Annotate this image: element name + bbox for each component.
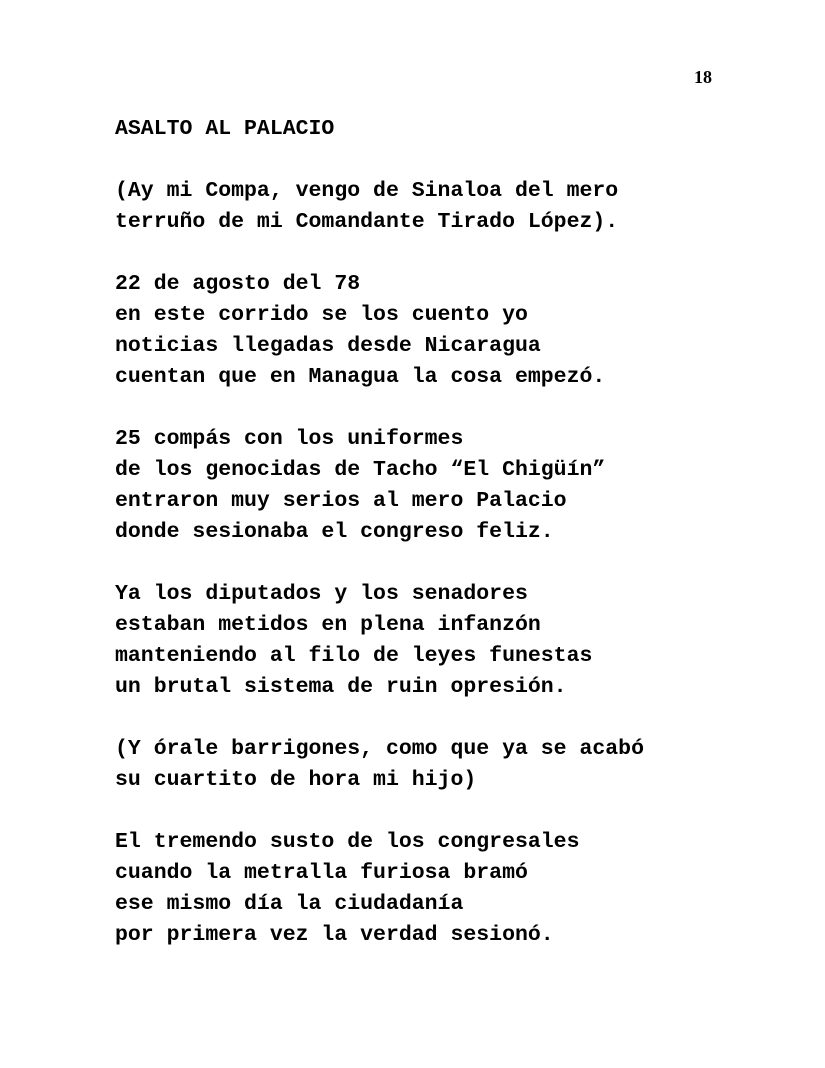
poem-title: ASALTO AL PALACIO xyxy=(115,117,335,141)
page-number: 18 xyxy=(694,67,712,87)
poem-line: noticias llegadas desde Nicaragua xyxy=(115,334,541,358)
stanza-4 xyxy=(115,579,795,703)
stanza-6 xyxy=(115,827,795,951)
poem-line: de los genocidas de Tacho “El Chigüín” xyxy=(115,458,606,482)
poem-line: cuentan que en Managua la cosa empezó. xyxy=(115,365,606,389)
stanza-2 xyxy=(115,269,795,393)
stanza-3 xyxy=(115,424,795,548)
poem-line: en este corrido se los cuento yo xyxy=(115,303,528,327)
stanza-5 xyxy=(115,734,795,796)
poem-line: terruño de mi Comandante Tirado López). xyxy=(115,210,619,234)
poem-line: ese mismo día la ciudadanía xyxy=(115,892,464,916)
poem-line: entraron muy serios al mero Palacio xyxy=(115,489,567,513)
poem-line: manteniendo al filo de leyes funestas xyxy=(115,644,593,668)
poem-line: cuando la metralla furiosa bramó xyxy=(115,861,528,885)
poem-line: El tremendo susto de los congresales xyxy=(115,830,580,854)
poem-line: por primera vez la verdad sesionó. xyxy=(115,923,554,947)
poem-line: un brutal sistema de ruin opresión. xyxy=(115,675,567,699)
poem-body xyxy=(115,114,795,982)
poem-line: donde sesionaba el congreso feliz. xyxy=(115,520,554,544)
poem-line: su cuartito de hora mi hijo) xyxy=(115,768,477,792)
poem-line: Ya los diputados y los senadores xyxy=(115,582,528,606)
stanza-1 xyxy=(115,176,795,238)
poem-line: 22 de agosto del 78 xyxy=(115,272,361,296)
poem-line: estaban metidos en plena infanzón xyxy=(115,613,541,637)
poem-line: 25 compás con los uniformes xyxy=(115,427,464,451)
poem-line: (Y órale barrigones, como que ya se acabó xyxy=(115,737,644,761)
poem-line: (Ay mi Compa, vengo de Sinaloa del mero xyxy=(115,179,619,203)
